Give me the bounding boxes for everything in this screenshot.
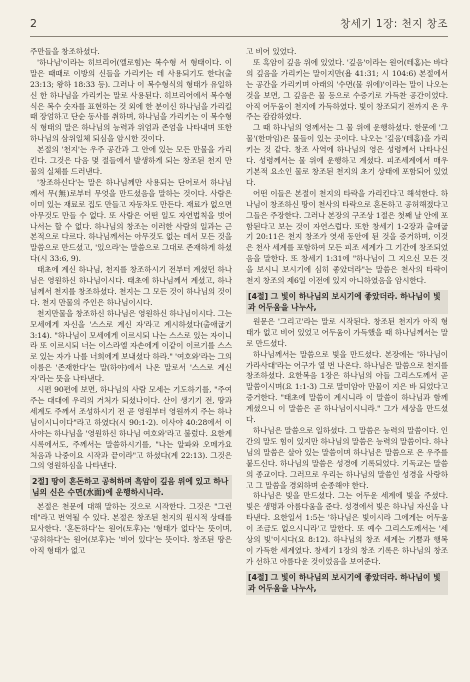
paragraph: 고 비어 있었다. bbox=[246, 47, 297, 56]
text-columns bbox=[30, 47, 448, 682]
paragraph: 주만들을 창조하셨다. bbox=[30, 47, 100, 56]
verse-heading: [4절] 그 빛이 하나님의 보시기에 좋았더라. 하나님이 빛과 어두움을 나누사, bbox=[246, 571, 448, 595]
verse-heading-block bbox=[30, 475, 232, 499]
verse-heading-block bbox=[246, 290, 448, 314]
paragraph: 하나님은 빛을 만드셨다. 그는 어두운 세계에 빛을 주셨다. 빛은 생명과 아름다움을 준다. 성경에서 빛은 하나님 자신을 나타낸다. 요한일서 1:5는 '하나님은 빛이시라 그에게는 어두움이 조금도 없으시니라'고 말한다. 또 예수 그리스도께서는 '세상의 빛'이시다(요 8:12). 하나님의 창조 세계는 기쁨과 행복이 가득한 세계였다. 창세기 1장의 창조 기록은 하나님의 창조가 선하고 아름다운 것이었음을 보여준다. bbox=[246, 491, 448, 566]
paragraph: 원문은 '그리고'라는 말로 시작된다. 창조된 천지가 아직 형태가 없고 비어 있었고 어두움이 가득했을 때 하나님께서는 말로 만드셨다. bbox=[246, 316, 448, 348]
paragraph: '창조하신다'는 말은 하나님께만 사용되는 단어로서 하나님께서 무(無)로부터 무엇을 만드셨음을 말하는 것이다. 사람은 이미 있는 재료로 집도 만들고 자동차도 만든다. 재료가 없으면 아무것도 만들 수 없다. 또 사람은 어떤 일도 자연법칙을 벗어나서는 할 수 없다. 하나님의 창조는 이러한 사람의 일과는 근본적으로 다르다. 하나님께서는 아무것도 없는 데서 모든 것을 말씀으로 만드셨고, '있으라'는 말씀으로 그대로 존재하게 하셨다(시 33:6, 9). bbox=[30, 177, 232, 264]
page-number: 2 bbox=[30, 17, 37, 30]
paragraph: 그 때 하나님의 영께서는 그 물 위에 운행하셨다. 한문에 '그 물'(한마임)은 물들이 있는 곳이다. 나오는 '깊음'(테홈)을 가리키는 것 같다. 창조 사역에 하나님의 영은 성령께서 나타나신다. 성령께서는 물 위에 운행하고 계셨다. 피조세계에서 매우 기본적 요소인 물로 창조된 천지의 초기 상태에 포함되어 있었다. bbox=[246, 123, 448, 187]
verse-heading: [4절] 그 빛이 하나님의 보시기에 좋았더라. 하나님이 빛과 어두움을 나누사, bbox=[246, 290, 448, 314]
verse-heading: 2절] 땅이 혼돈하고 공허하며 흑암이 깊음 위에 있고 하나님의 신은 수면(水面)에 운행하시니라. bbox=[30, 475, 232, 499]
right-column bbox=[246, 47, 448, 682]
paragraph: 또 흑암이 깊음 위에 있었다. '깊음'이라는 원어(테홈)는 바다의 깊음을 가리키는 말이지만(욥 41:31; 시 104:6) 본절에서는 공간을 가리키며 아래의 '수면(물 위에)'이라는 말이 나오는 것을 보면, 그 깊음은 물 등으로 수증기로 가득찬 공간이었다. 아직 어두움이 천지에 가득하였다. 빛이 창조되기 전까지 온 우주는 캄캄하였다. bbox=[246, 57, 448, 122]
page-header bbox=[30, 16, 448, 37]
paragraph: 본절은 천문에 대해 말하는 것으로 시작한다. 그것은 "그런데"라고 번역될 수 있다. 본절은 창조된 천지의 원시적 상태를 묘사한다. '혼돈하다'는 원어(토후)는 '형태가 없다'는 뜻이며, '공허하다'는 원어(보후)는 '비어 있다'는 뜻이다. 창조된 땅은 아직 형태가 없고 bbox=[30, 502, 232, 555]
paragraph: 천지만물을 창조하신 하나님은 영원하신 하나님이시다. 그는 모세에게 자신을 '스스로 계신 자'라고 계시하셨다(출애굽기 3:14). "하나님이 모세에게 이르시되 나는 스스로 있는 자이니라 또 이르시되 너는 이스라엘 자손에게 이같이 이르기를 스스로 있는 자가 나를 너희에게 보내셨다 하라." '여호와'라는 그의 이름은 '존재한다'는 말(하야)에서 나온 말로서 '스스로 계신 자'라는 뜻을 나타낸다. bbox=[30, 308, 232, 384]
left-column bbox=[30, 47, 232, 682]
paragraph: '하나님'이라는 히브리어(엘로힘)는 복수형 서 형태이다. 이 말은 때때로 이방의 신들을 가리키는 데 사용되기도 한다(출 23:13; 왕하 18:33 등). 그러나 이 복수형식의 형태가 유일하신 한 하나님을 가리키는 말로 사용된다. 히브리어에서 복수형식은 복수 숫자를 표현하는 것 외에 한 분이신 하나님을 가리킬 때 장엄하고 단순 동사를 취하며, 하나님을 가리키는 이 복수형식 형태의 말은 하나님의 능력과 위엄과 존엄을 나타내며 또한 하나님의 삼위일체 되심을 암시한 것이다. bbox=[30, 57, 232, 144]
paragraph: 태초에 계신 하나님, 천지를 창조하시기 전부터 계셨던 하나님은 영원하신 하나님이시다. 태초에 하나님께서 계셨고, 하나님께서 천지를 창조하셨다. 천지는 그 모든 것이 하나님의 것이다. 천지 만물의 주인은 하나님이시다. bbox=[30, 265, 232, 307]
paragraph: 하나님은 말씀으로 일하셨다. 그 말씀은 능력의 말씀이다. 인간의 말도 힘이 있지만 하나님의 말씀은 능력의 말씀이다. 하나님의 말씀은 살아 있는 말씀이며 하나님은 말씀으로 온 우주를 붙드신다. 하나님의 말씀은 성경에 기록되었다. 기독교는 말씀의 종교이다. 그러므로 우리는 하나님의 말씀인 성경을 사랑하고 그 말씀을 경외하며 순종해야 한다. bbox=[246, 426, 448, 490]
paragraph: 하나님께서는 말씀으로 빛을 만드셨다. 본장에는 '하나님이 가라사대'라는 어구가 열 번 나온다. 하나님은 말씀으로 천지를 창조하셨다. 요한복음 1장은 하나님의 아들 그리스도께서 곧 말씀이시며(요 1:1-3) 그로 말미암아 만물이 지은 바 되었다고 증거한다. "태초에 말씀이 계시니라 이 말씀이 하나님과 함께 계셨으니 이 말씀은 곧 하나님이시니라." 그가 세상을 만드셨다. bbox=[246, 349, 448, 425]
running-head: 창세기 1장: 천지 창조 bbox=[340, 18, 448, 30]
verse-heading-block bbox=[246, 571, 448, 595]
paragraph: 시편 90편에 보면, 하나님의 사람 모세는 기도하기를, "주여 주는 대대에 우리의 거처가 되셨나이다. 산이 생기기 전, 땅과 세계도 주께서 조성하시기 전 곧 영원부터 영원까지 주는 하나님이시니이다"라고 하였다(시 90:1-2). 이사야 40:28에서 이사야는 하나님을 '영원하신 하나님 여호와'라고 불렀다. 요한계시록에서도, 주께서는 말씀하시기를, "나는 알파와 오메가요 처음과 나중이요 시작과 끝이라"고 하셨다(계 22:13). 그것은 그의 영원하심을 나타낸다. bbox=[30, 385, 232, 471]
paragraph: 본절의 '천지'는 우주 공간과 그 안에 있는 모든 만물을 가리킨다. 그것은 다음 몇 절들에서 발생하게 되는 창조된 천지 만물의 실체를 드러낸다. bbox=[30, 145, 232, 176]
paragraph: 어떤 이들은 본절이 천지의 타락을 가리킨다고 해석한다. 하나님이 창조하신 땅이 천사의 타락으로 혼돈하고 공허해졌다고 그들은 주장한다. 그러나 본장의 구조상 1절은 첫째 날 안에 포함된다고 보는 것이 자연스럽다. 또한 창세기 1-2장과 출애굽기 20:11은 천지 창조가 엿새 동안에 된 것을 증거하며, 이것은 천사 세계를 포함하여 모든 피조 세계가 그 기간에 창조되었음을 말한다. 또 창세기 1:31에 "하나님이 그 지으신 모든 것을 보시니 보시기에 심히 좋았더라"는 말씀은 천사의 타락이 천지 창조의 제6일 이전에 있지 아니하였음을 암시한다. bbox=[246, 188, 448, 286]
